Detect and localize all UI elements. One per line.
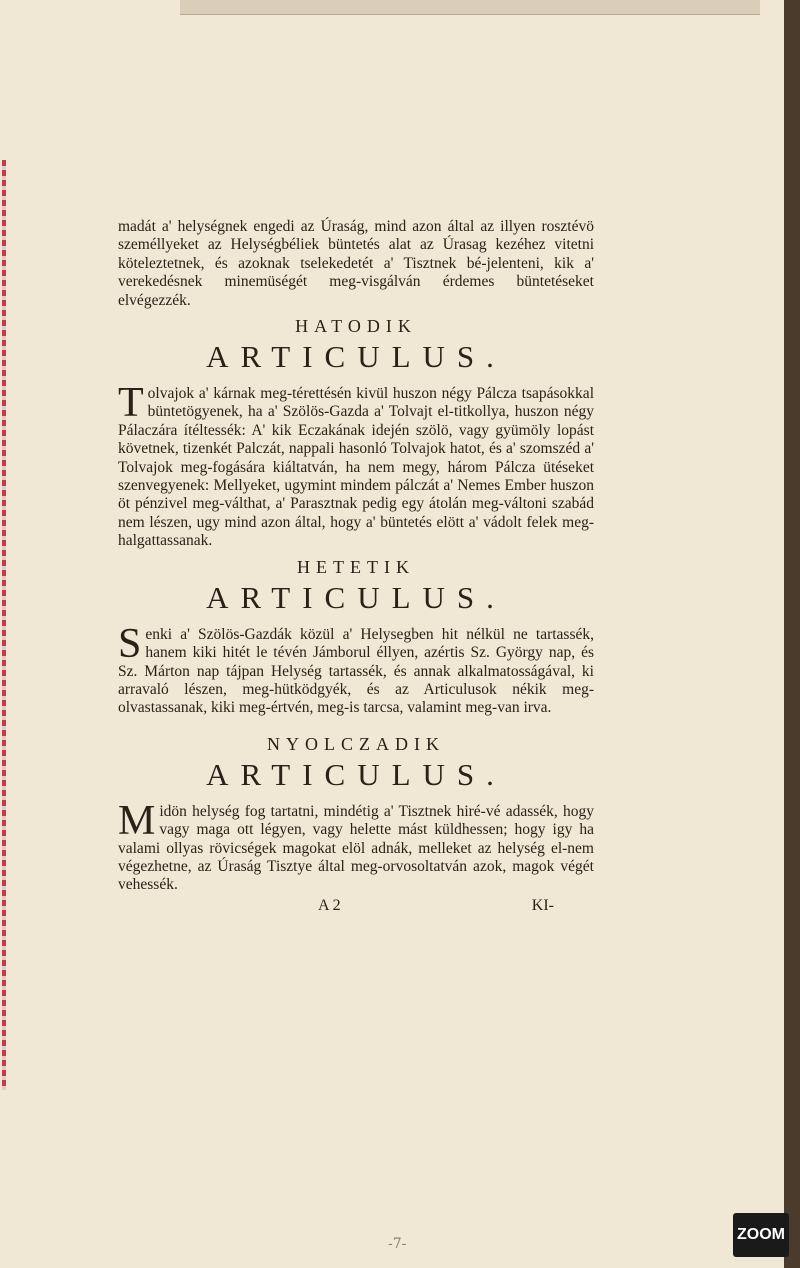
- article-6-paragraph: [118, 380, 594, 551]
- zoom-badge[interactable]: ZOOM: [733, 1213, 789, 1257]
- catchword: KI-: [531, 896, 554, 914]
- paragraph-top: madát a' helységnek engedi az Úraság, mind azon által az illyen rosztévö személlyeket az Helységbéliek büntetés alat az Úrasag kezéhez vitetni köteleztetnek, és azoknak tselekedetét a' Tisztnek bé-jelenteni, kik a' verekedésnek minemüségét meg-visgálván érdemes büntetéseket elvégezzék.: [118, 218, 594, 309]
- article-7-subheading: HETETIK: [297, 556, 415, 577]
- text-block: [118, 218, 594, 915]
- binding-thread: [2, 160, 6, 1090]
- article-8-subheading: NYOLCZADIK: [267, 733, 445, 754]
- article-7-paragraph: [118, 620, 594, 718]
- article-7-heading: ARTICULUS.: [206, 579, 506, 615]
- dropcap-s: S: [118, 620, 142, 667]
- article-8-paragraph: [118, 797, 594, 895]
- article-6-text: olvajok a' kárnak meg-térettésén kivül huszon négy Pálcza tsapásokkal büntetögyenek, ha a' Szölös-Gazda a' Tolvajt el-titkollya, huszon négy Pálaczára ítéltessék: A' kik Eczakának idején szölö, vagy gyümöly lopást követnek, tizenkét Palczát, nappali hasonló Tolvajok hatot, és a' szomszéd a' Tolvajok meg-fogására kiáltatván, ha nem megy, három Pálcza ütéseket szenvegyenek: Mellyeket, ugymint mindem pálczát a' Nemes Ember huszon öt pénzivel meg-válthat, a' Parasztnak pedig egy átolán meg-váltoni szabád nem lészen, ugy mind azon által, hogy a' büntetés elött a' vádolt felek meg-halgattassanak.: [118, 385, 594, 550]
- article-8-heading: ARTICULUS.: [206, 756, 506, 792]
- article-8-text: idön helység fog tartatni, mindétig a' Tisztnek hiré-vé adassék, hogy vagy maga ott légyen, vagy helette mást küldhessen; hogy igy ha valami ollyas rövicségek magokat elöl adnák, melleket az helység el-nem végezhetne, az Úraság Tisztye által meg-orvosoltatván azok, magok végét vehessék.: [118, 802, 594, 894]
- article-6-heading: ARTICULUS.: [206, 339, 506, 375]
- dropcap-t: T: [118, 380, 144, 427]
- article-6-subheading: HATODIK: [295, 316, 417, 337]
- article-7-text: enki a' Szölös-Gazdák közül a' Helysegben hit nélkül ne tartassék, hanem kiki hitét le tévén Jámborul éllyen, azértis Sz. György nap, és Sz. Márton nap tájpan Helység tartassék, és annak alkalmatosságával, ki arravaló lészen, meg-hütködgyék, és az Articulusok nékik meg-olvastassanak, kiki meg-értvén, meg-is tarcsa, valamint meg-van irva.: [118, 625, 594, 717]
- scan-shadow: [784, 0, 800, 1268]
- page-edge: [180, 0, 760, 15]
- signature-mark: A 2: [318, 896, 341, 914]
- page-mark: -7-: [388, 1236, 407, 1252]
- dropcap-m: M: [118, 797, 156, 844]
- footer-row: [118, 897, 594, 915]
